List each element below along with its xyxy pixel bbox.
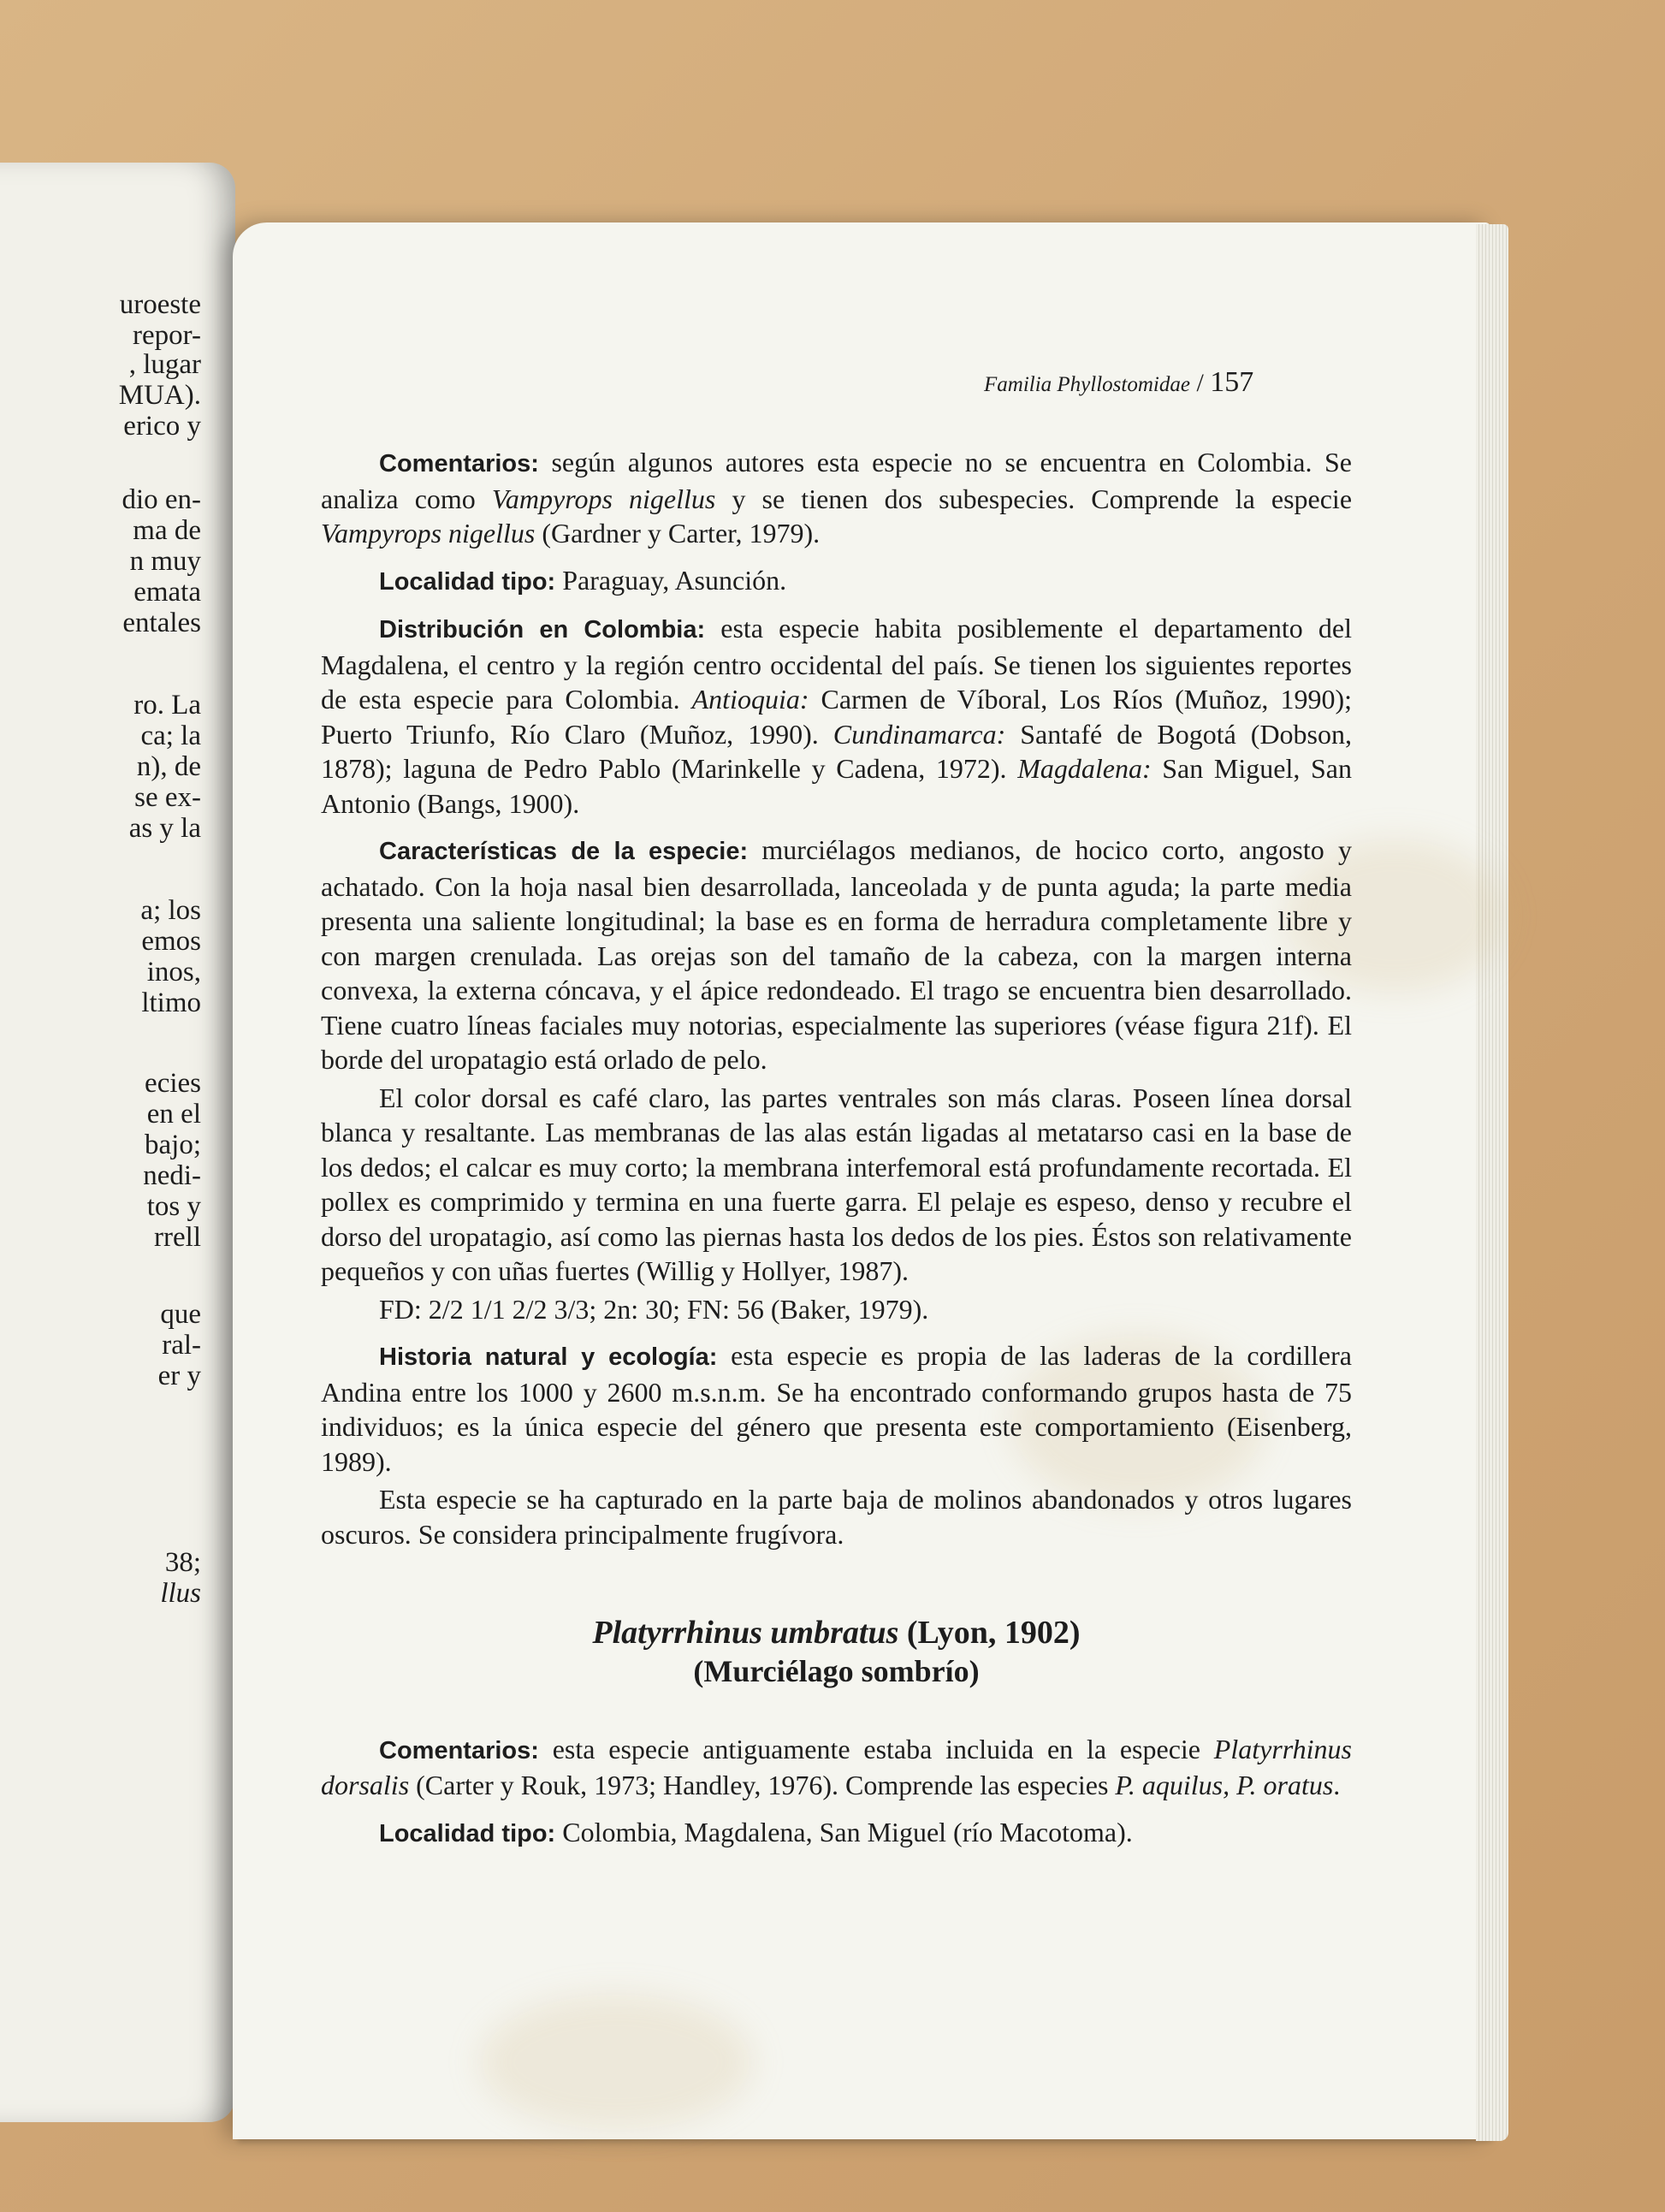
body-text: Santafé de Bogotá (Dobson, 1878); laguna de Pedro Pablo (Marinkelle y Cadena, 1972). — [321, 718, 1353, 784]
paper-stain — [479, 1994, 753, 2131]
left-page-line: bajo; — [145, 1130, 201, 1160]
page-edges — [1476, 224, 1508, 2141]
section-label: Localidad tipo: — [379, 1819, 556, 1847]
left-page-line: inos, — [146, 957, 201, 987]
body-text: (Carter y Rouk, 1973; Handley, 1976). Comprende las especies — [409, 1770, 1116, 1800]
left-page-line: ral- — [162, 1330, 201, 1361]
body-text: esta especie es propia de las laderas de la cordillera Andina entre los 1000 y 2600 m.s.n.m. Se ha encontrado conformando grupos hasta de 75 individuos; es la única especie del género que presenta este comportamiento (Eisenberg, 1989). — [321, 1340, 1352, 1477]
section-label: Comentarios: — [379, 450, 539, 477]
page-number: 157 — [1210, 366, 1254, 398]
region-name: Antioquia: — [691, 684, 809, 715]
left-page-line: se ex- — [134, 782, 201, 813]
left-page-line: er y — [157, 1361, 201, 1391]
species-name: P. aquilus, P. oratus — [1115, 1770, 1334, 1800]
species-name: Platyrrhinus dorsalis — [321, 1733, 1352, 1800]
species-name: Vampyrops nigellus — [491, 483, 716, 514]
left-page — [0, 163, 235, 2122]
section-label: Localidad tipo: — [379, 567, 556, 596]
left-page-line: en el — [146, 1099, 201, 1130]
region-name: Cundinamarca: — [832, 718, 1006, 750]
running-title: Familia Phyllostomidae — [984, 373, 1190, 396]
body-text: (Gardner y Carter, 1979). — [535, 518, 821, 549]
body-text: esta especie antiguamente estaba incluida en la especie — [538, 1733, 1214, 1764]
section-label: Características de la especie: — [379, 838, 749, 865]
body-text: esta especie habita posiblemente el departamento del Magdalena, el centro y la región centro occidental del país. Se tienen los siguientes reportes de esta especie para Colombia. — [321, 613, 1353, 715]
left-page-line: ecies — [145, 1068, 201, 1099]
species-author: (Lyon, 1902) — [898, 1615, 1081, 1651]
left-page-line: MUA). — [118, 380, 201, 411]
body-text: Carmen de Víboral, Los Ríos (Muñoz, 1990); Puerto Triunfo, Río Claro (Muñoz, 1990). — [321, 684, 1353, 750]
section-comentarios — [321, 445, 1352, 551]
body-text: según algunos autores esta especie no se encuentra en Colombia. Se analiza como — [321, 447, 1352, 514]
section-localidad-tipo — [321, 563, 1352, 600]
left-page-line: ltimo — [141, 987, 201, 1018]
section-label: Distribución en Colombia: — [379, 616, 706, 643]
left-page-line: uroeste — [119, 289, 201, 320]
species-title: Platyrrhinus umbratus — [592, 1615, 899, 1651]
body-text: Colombia, Magdalena, San Miguel (río Macotoma). — [555, 1816, 1133, 1847]
left-page-line: erico y — [123, 411, 201, 442]
section-comentarios-2 — [321, 1732, 1352, 1803]
species-heading — [321, 1611, 1352, 1654]
paragraph-color: El color dorsal es café claro, las partes ventrales son más claras. Poseen línea dorsal blanca y resaltante. Las membranas de las alas están ligadas al metatarso casi en la base de los dedos; el calcar es muy corto; la membrana interfemoral está profundamente recortada. El pollex es comprimido y termina en una fuerte garra. El pelaje es espeso, denso y recubre el dorso del uropatagio, así como las piernas hasta los dedos de los pies. Éstos son relativamente pequeños y con uñas fuertes (Willig y Hollyer, 1987). — [321, 1082, 1352, 1286]
body-text: murciélagos medianos, de hocico corto, angosto y achatado. Con la hoja nasal bien desarrollada, lanceolada y de punta aguda; la parte media presenta una saliente longitudinal; la base es en forma de herradura completamente libre y con margen crenulada. Las orejas son del tamaño de la cabeza, con la margen interna convexa, la externa cóncava, y el ápice redondeado. El trago se encuentra bien desarrollado. Tiene cuatro líneas faciales muy notorias, especialmente las superiores (véase figura 21f). El borde del uropatagio está orlado de pelo. — [321, 834, 1352, 1075]
left-page-line: ma de — [133, 515, 201, 546]
body-text: . — [1333, 1770, 1341, 1800]
left-page-line: entales — [122, 608, 201, 638]
left-page-line: n), de — [136, 751, 201, 782]
left-page-line: ro. La — [133, 690, 201, 721]
left-page-line: rrell — [154, 1222, 201, 1253]
section-caracteristicas — [321, 833, 1352, 1077]
region-name: Magdalena: — [1017, 753, 1152, 784]
left-page-line: n muy — [129, 546, 201, 577]
left-page-line: que — [160, 1299, 201, 1330]
section-label: Historia natural y ecología: — [379, 1343, 718, 1371]
section-historia-natural — [321, 1338, 1352, 1479]
body-text: San Miguel, San Antonio (Bangs, 1900). — [321, 753, 1353, 819]
left-page-line: dio en- — [121, 484, 201, 515]
left-page-line: llus — [160, 1578, 201, 1609]
page-body — [321, 445, 1352, 1863]
paragraph-habitat: Esta especie se ha capturado en la parte baja de molinos abandonados y otros lugares oscuros. Se considera principalmente frugívora. — [321, 1484, 1352, 1550]
species-common-name: (Murciélago sombrío) — [693, 1654, 980, 1688]
section-label: Comentarios: — [379, 1736, 539, 1764]
left-page-line: , lugar — [128, 349, 201, 380]
left-page-line: ca; la — [140, 721, 201, 751]
left-page-line: as y la — [128, 813, 201, 844]
species-name: Vampyrops nigellus — [321, 518, 536, 549]
section-localidad-tipo-2 — [321, 1815, 1352, 1852]
left-page-line: a; los — [140, 895, 201, 926]
section-distribucion — [321, 611, 1352, 821]
body-text: Paraguay, Asunción. — [555, 564, 787, 596]
left-page-line: repor- — [133, 320, 201, 351]
running-header — [984, 366, 1253, 399]
body-text: y se tienen dos subespecies. Comprende la especie — [715, 483, 1353, 514]
left-page-line: emos — [141, 926, 201, 957]
paragraph-formula: FD: 2/2 1/1 2/2 3/3; 2n: 30; FN: 56 (Baker, 1979). — [379, 1293, 929, 1325]
left-page-line: nedi- — [143, 1160, 201, 1191]
left-page-line: emata — [133, 577, 201, 608]
left-page-line: 38; — [164, 1547, 201, 1578]
left-page-line: tos y — [146, 1191, 201, 1222]
header-separator: / — [1196, 369, 1204, 397]
